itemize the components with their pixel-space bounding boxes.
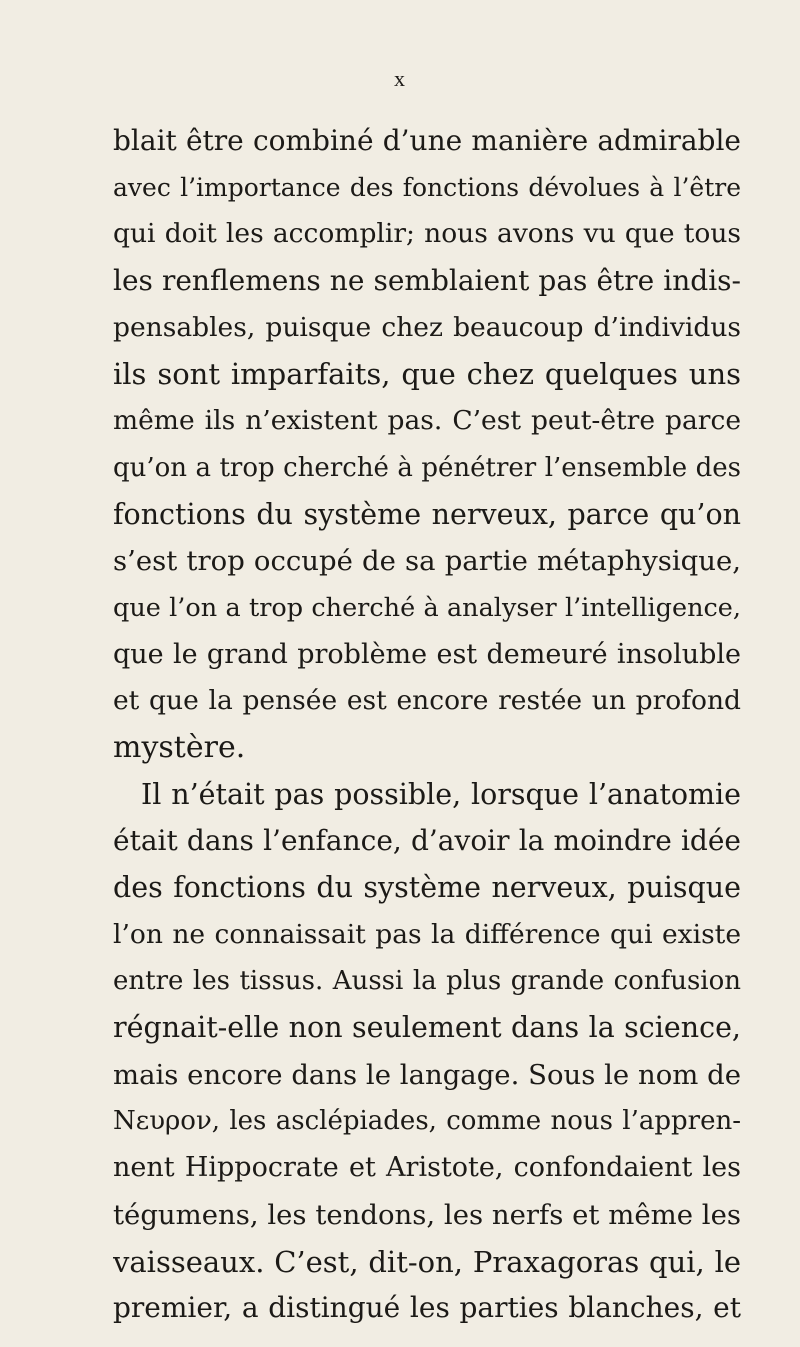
text-line: qu’on a trop cherché à pénétrer l’ensemble des <box>113 452 741 483</box>
text-line: pensables, puisque chez beaucoup d’individus <box>113 311 741 343</box>
text-line: premier, a distingué les parties blanches, et <box>113 1291 741 1325</box>
text-line: nent Hippocrate et Aristote, confondaient les <box>113 1152 741 1184</box>
text-line: était dans l’enfance, d’avoir la moindre idée <box>113 824 741 858</box>
text-line: blait être combiné d’une manière admirable <box>113 124 741 157</box>
text-line: qui doit les accomplir; nous avons vu que tous <box>113 218 741 250</box>
text-line: même ils n’existent pas. C’est peut-être parce <box>113 405 741 437</box>
body-text <box>113 118 741 1332</box>
text-line: avec l’importance des fonctions dévolues à l’être <box>113 172 741 202</box>
text-line: tégumens, les tendons, les nerfs et même les <box>113 1198 741 1231</box>
text-line: Νευρον, les asclépiades, comme nous l’appren- <box>113 1106 741 1137</box>
text-line: les renflemens ne semblaient pas être indis- <box>113 264 741 298</box>
text-line-paragraph-end: mystère. <box>113 729 246 765</box>
text-line: et que la pensée est encore restée un profond <box>113 685 741 717</box>
text-line-paragraph-start: Il n’était pas possible, lorsque l’anatomie <box>141 777 741 811</box>
text-line: ils sont imparfaits, que chez quelques uns <box>113 357 741 392</box>
text-line: s’est trop occupé de sa partie métaphysique, <box>113 545 741 578</box>
text-line: vaisseaux. C’est, dit-on, Praxagoras qui, le <box>113 1244 741 1279</box>
text-line: régnait-elle non seulement dans la science, <box>113 1011 741 1045</box>
text-line: entre les tissus. Aussi la plus grande confusion <box>113 966 741 997</box>
text-line: fonctions du système nerveux, parce qu’on <box>113 497 741 531</box>
text-line: l’on ne connaissait pas la différence qui existe <box>113 918 741 950</box>
text-line: que le grand problème est demeuré insoluble <box>113 638 741 670</box>
text-line: des fonctions du système nerveux, puisque <box>113 871 741 904</box>
text-line: mais encore dans le langage. Sous le nom de <box>113 1058 741 1091</box>
page-number: x <box>394 66 406 91</box>
text-line: que l’on a trop cherché à analyser l’intelligence, <box>113 592 741 623</box>
